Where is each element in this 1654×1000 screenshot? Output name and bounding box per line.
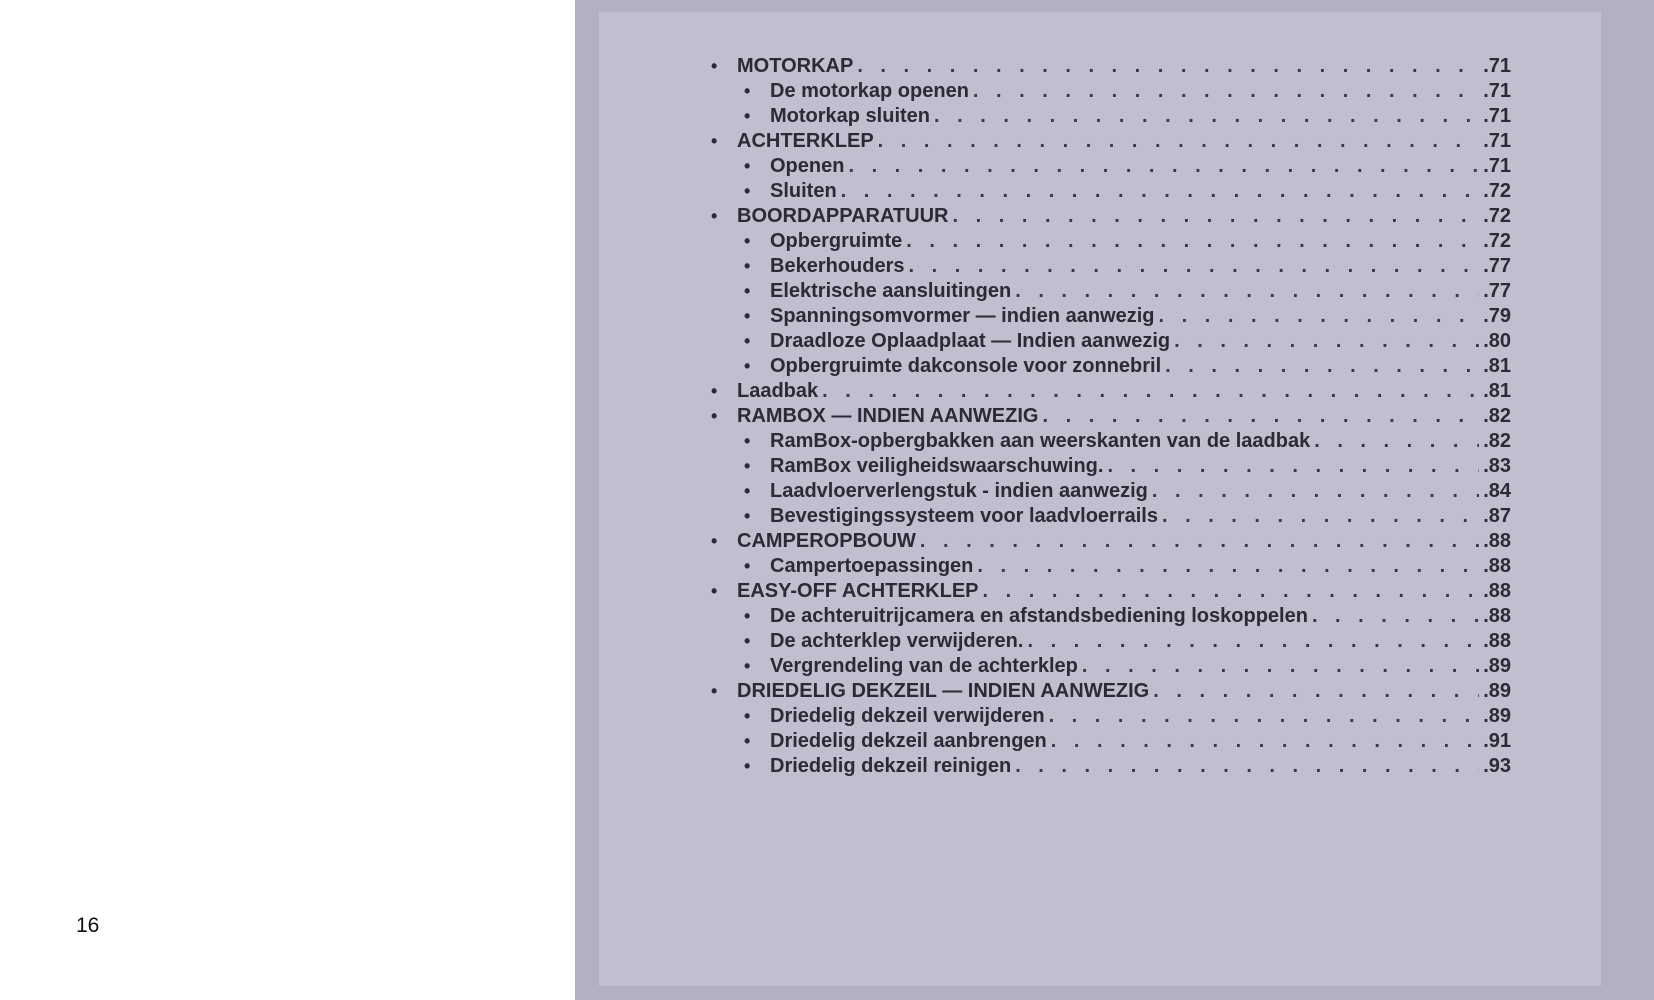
toc-entry-title: Campertoepassingen — [770, 555, 974, 577]
toc-entry-page-number: .91 — [1483, 730, 1511, 752]
toc-entry-page-number: .89 — [1483, 655, 1511, 677]
toc-entry-title: Openen — [770, 155, 845, 177]
bullet-icon: • — [711, 381, 718, 401]
toc-entry-page-number: .71 — [1483, 155, 1511, 177]
dot-leader — [841, 179, 1480, 204]
toc-subsection-entry[interactable] — [711, 629, 1511, 654]
toc-entry-title: Vergrendeling van de achterklep — [770, 655, 1078, 677]
toc-subsection-entry[interactable] — [711, 254, 1511, 279]
dot-leader — [878, 129, 1480, 154]
toc-entry-title: De motorkap openen — [770, 80, 969, 102]
toc-entry-page-number: .81 — [1483, 355, 1511, 377]
dot-leader — [1051, 729, 1479, 754]
toc-entry-page-number: .72 — [1483, 205, 1511, 227]
toc-entry-page-number: .72 — [1483, 230, 1511, 252]
toc-entry-page-number: .83 — [1483, 455, 1511, 477]
toc-section-entry[interactable] — [711, 404, 1511, 429]
toc-subsection-entry[interactable] — [711, 554, 1511, 579]
toc-section-entry[interactable] — [711, 579, 1511, 604]
toc-subsection-entry[interactable] — [711, 604, 1511, 629]
toc-subsection-entry[interactable] — [711, 654, 1511, 679]
dot-leader — [1107, 454, 1479, 479]
dot-leader — [983, 579, 1480, 604]
dot-leader — [1027, 629, 1479, 654]
bullet-icon: • — [744, 456, 751, 476]
dot-leader — [1042, 404, 1479, 429]
bullet-icon: • — [744, 631, 751, 651]
toc-entry-page-number: .71 — [1483, 105, 1511, 127]
toc-entry-title: Opbergruimte dakconsole voor zonnebril — [770, 355, 1162, 377]
toc-entry-page-number: .89 — [1483, 680, 1511, 702]
bullet-icon: • — [744, 481, 751, 501]
bullet-icon: • — [744, 656, 751, 676]
toc-subsection-entry[interactable] — [711, 304, 1511, 329]
toc-subsection-entry[interactable] — [711, 354, 1511, 379]
bullet-icon: • — [744, 181, 751, 201]
toc-entry-title: DRIEDELIG DEKZEIL — INDIEN AANWEZIG — [737, 680, 1150, 702]
toc-subsection-entry[interactable] — [711, 429, 1511, 454]
dot-leader — [920, 529, 1479, 554]
dot-leader — [1312, 604, 1479, 629]
toc-entry-title: De achteruitrijcamera en afstandsbediening loskoppelen — [770, 605, 1308, 627]
bullet-icon: • — [744, 256, 751, 276]
bullet-icon: • — [744, 81, 751, 101]
toc-entry-page-number: .72 — [1483, 180, 1511, 202]
bullet-icon: • — [744, 156, 751, 176]
toc-entry-title: MOTORKAP — [737, 55, 854, 77]
toc-entry-page-number: .80 — [1483, 330, 1511, 352]
toc-subsection-entry[interactable] — [711, 154, 1511, 179]
toc-section-entry[interactable] — [711, 129, 1511, 154]
bullet-icon: • — [744, 506, 751, 526]
toc-subsection-entry[interactable] — [711, 229, 1511, 254]
dot-leader — [1165, 354, 1479, 379]
page-number: 16 — [76, 914, 100, 937]
toc-entry-title: Driedelig dekzeil aanbrengen — [770, 730, 1047, 752]
toc-entry-title: RamBox veiligheidswaarschuwing. — [770, 455, 1104, 477]
bullet-icon: • — [744, 756, 751, 776]
dot-leader — [857, 54, 1479, 79]
bullet-icon: • — [711, 131, 718, 151]
dot-leader — [1314, 429, 1479, 454]
dot-leader — [906, 229, 1479, 254]
toc-entry-page-number: .71 — [1483, 55, 1511, 77]
toc-entry-page-number: .71 — [1483, 80, 1511, 102]
dot-leader — [1162, 504, 1479, 529]
bullet-icon: • — [711, 56, 718, 76]
toc-subsection-entry[interactable] — [711, 279, 1511, 304]
toc-subsection-entry[interactable] — [711, 79, 1511, 104]
bullet-icon: • — [744, 606, 751, 626]
toc-entry-title: Driedelig dekzeil reinigen — [770, 755, 1012, 777]
dot-leader — [848, 154, 1479, 179]
toc-entry-page-number: .93 — [1483, 755, 1511, 777]
toc-entry-page-number: .89 — [1483, 705, 1511, 727]
toc-entry-page-number: .82 — [1483, 405, 1511, 427]
bullet-icon: • — [744, 281, 751, 301]
toc-entry-page-number: .84 — [1483, 480, 1511, 502]
toc-entry-page-number: .79 — [1483, 305, 1511, 327]
toc-entry-title: RAMBOX — INDIEN AANWEZIG — [737, 405, 1039, 427]
table-of-contents — [711, 54, 1511, 779]
bullet-icon: • — [744, 331, 751, 351]
bullet-icon: • — [744, 306, 751, 326]
toc-section-entry[interactable] — [711, 54, 1511, 79]
toc-subsection-entry[interactable] — [711, 479, 1511, 504]
bullet-icon: • — [744, 731, 751, 751]
toc-entry-page-number: .88 — [1483, 530, 1511, 552]
toc-entry-title: De achterklep verwijderen. — [770, 630, 1024, 652]
dot-leader — [934, 104, 1479, 129]
dot-leader — [1159, 304, 1480, 329]
dot-leader — [977, 554, 1479, 579]
bullet-icon: • — [711, 581, 718, 601]
toc-subsection-entry[interactable] — [711, 504, 1511, 529]
toc-entry-title: CAMPEROPBOUW — [737, 530, 916, 552]
toc-entry-title: Elektrische aansluitingen — [770, 280, 1012, 302]
dot-leader — [822, 379, 1479, 404]
bullet-icon: • — [744, 556, 751, 576]
toc-entry-page-number: .88 — [1483, 580, 1511, 602]
toc-entry-title: EASY-OFF ACHTERKLEP — [737, 580, 979, 602]
toc-entry-title: Sluiten — [770, 180, 837, 202]
dot-leader — [1015, 279, 1479, 304]
toc-section-entry[interactable] — [711, 379, 1511, 404]
toc-entry-page-number: .88 — [1483, 555, 1511, 577]
dot-leader — [1082, 654, 1479, 679]
bullet-icon: • — [744, 106, 751, 126]
bullet-icon: • — [744, 706, 751, 726]
toc-entry-title: Bekerhouders — [770, 255, 905, 277]
toc-entry-title: Bevestigingssysteem voor laadvloerrails — [770, 505, 1158, 527]
toc-entry-title: Spanningsomvormer — indien aanwezig — [770, 305, 1155, 327]
toc-entry-title: ACHTERKLEP — [737, 130, 874, 152]
toc-entry-page-number: .71 — [1483, 130, 1511, 152]
dot-leader — [1174, 329, 1479, 354]
toc-subsection-entry[interactable] — [711, 754, 1511, 779]
toc-entry-page-number: .77 — [1483, 255, 1511, 277]
toc-subsection-entry[interactable] — [711, 704, 1511, 729]
toc-subsection-entry[interactable] — [711, 104, 1511, 129]
toc-section-entry[interactable] — [711, 529, 1511, 554]
dot-leader — [1153, 679, 1479, 704]
bullet-icon: • — [711, 406, 718, 426]
toc-section-entry[interactable] — [711, 679, 1511, 704]
toc-entry-page-number: .77 — [1483, 280, 1511, 302]
toc-entry-title: Laadbak — [737, 380, 819, 402]
dot-leader — [909, 254, 1480, 279]
toc-entry-title: Driedelig dekzeil verwijderen — [770, 705, 1045, 727]
toc-subsection-entry[interactable] — [711, 454, 1511, 479]
toc-entry-page-number: .88 — [1483, 605, 1511, 627]
toc-entry-title: Motorkap sluiten — [770, 105, 931, 127]
dot-leader — [1015, 754, 1479, 779]
toc-entry-page-number: .82 — [1483, 430, 1511, 452]
toc-entry-title: BOORDAPPARATUUR — [737, 205, 949, 227]
dot-leader — [973, 79, 1479, 104]
toc-entry-title: RamBox-opbergbakken aan weerskanten van de laadbak — [770, 430, 1311, 452]
toc-entry-page-number: .81 — [1483, 380, 1511, 402]
toc-subsection-entry[interactable] — [711, 329, 1511, 354]
toc-entry-title: Draadloze Oplaadplaat — Indien aanwezig — [770, 330, 1171, 352]
bullet-icon: • — [711, 206, 718, 226]
toc-entry-title: Laadvloerverlengstuk - indien aanwezig — [770, 480, 1148, 502]
dot-leader — [1049, 704, 1480, 729]
toc-subsection-entry[interactable] — [711, 179, 1511, 204]
bullet-icon: • — [744, 356, 751, 376]
bullet-icon: • — [744, 431, 751, 451]
toc-subsection-entry[interactable] — [711, 729, 1511, 754]
bullet-icon: • — [711, 681, 718, 701]
toc-entry-page-number: .88 — [1483, 630, 1511, 652]
dot-leader — [952, 204, 1479, 229]
toc-entry-title: Opbergruimte — [770, 230, 903, 252]
toc-entry-page-number: .87 — [1483, 505, 1511, 527]
bullet-icon: • — [711, 531, 718, 551]
dot-leader — [1152, 479, 1479, 504]
toc-section-entry[interactable] — [711, 204, 1511, 229]
bullet-icon: • — [744, 231, 751, 251]
